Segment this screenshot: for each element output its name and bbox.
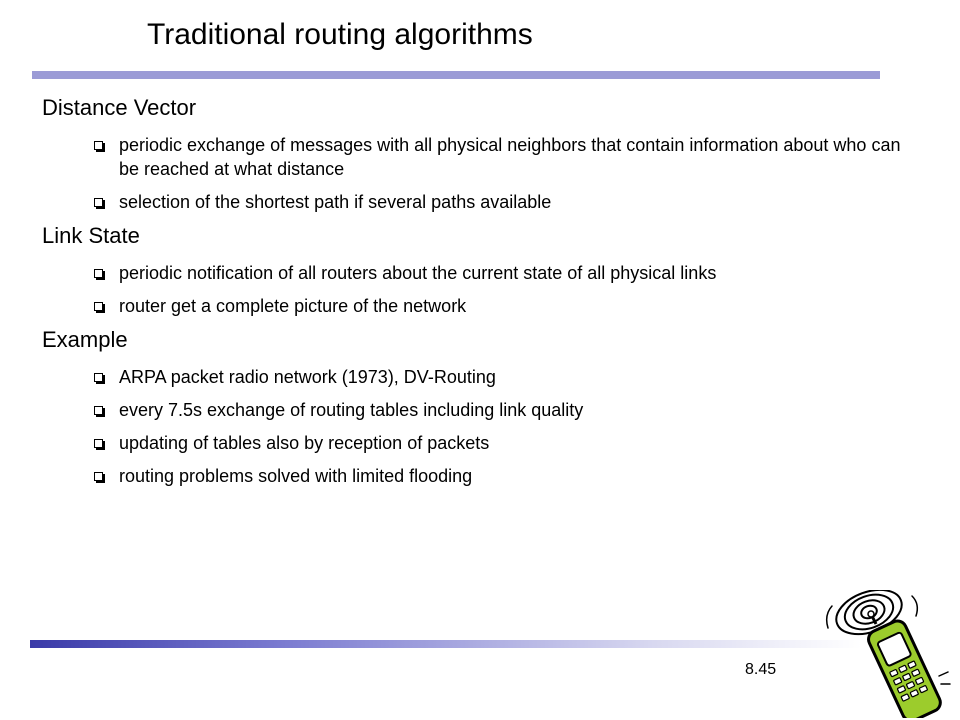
section-distance-vector [42, 92, 922, 214]
section-heading: Link State [42, 223, 140, 248]
square-bullet-icon [94, 141, 103, 150]
mobile-phone-clipart-icon [824, 590, 954, 718]
square-bullet-icon [94, 406, 103, 415]
square-bullet-icon [94, 373, 103, 382]
square-bullet-icon [94, 269, 103, 278]
section-example [42, 324, 922, 488]
list-item: ARPA packet radio network (1973), DV-Routing [42, 365, 922, 389]
square-bullet-icon [94, 198, 103, 207]
list-item: updating of tables also by reception of packets [42, 431, 922, 455]
footer-divider [30, 640, 862, 648]
list-item: router get a complete picture of the network [42, 294, 922, 318]
slide-body [42, 92, 922, 488]
section-link-state [42, 220, 922, 318]
page-number: 8.45 [745, 661, 777, 678]
list-item: every 7.5s exchange of routing tables including link quality [42, 398, 922, 422]
section-heading: Distance Vector [42, 95, 197, 120]
square-bullet-icon [94, 472, 103, 481]
list-item: routing problems solved with limited flooding [42, 464, 922, 488]
list-item: periodic notification of all routers about the current state of all physical links [42, 261, 922, 285]
square-bullet-icon [94, 302, 103, 311]
section-heading: Example [42, 327, 128, 352]
list-item: periodic exchange of messages with all physical neighbors that contain information about who can be reached at what distance [42, 133, 922, 181]
slide-title: Traditional routing algorithms [147, 18, 533, 51]
title-divider [32, 71, 880, 79]
list-item: selection of the shortest path if several paths available [42, 190, 922, 214]
square-bullet-icon [94, 439, 103, 448]
